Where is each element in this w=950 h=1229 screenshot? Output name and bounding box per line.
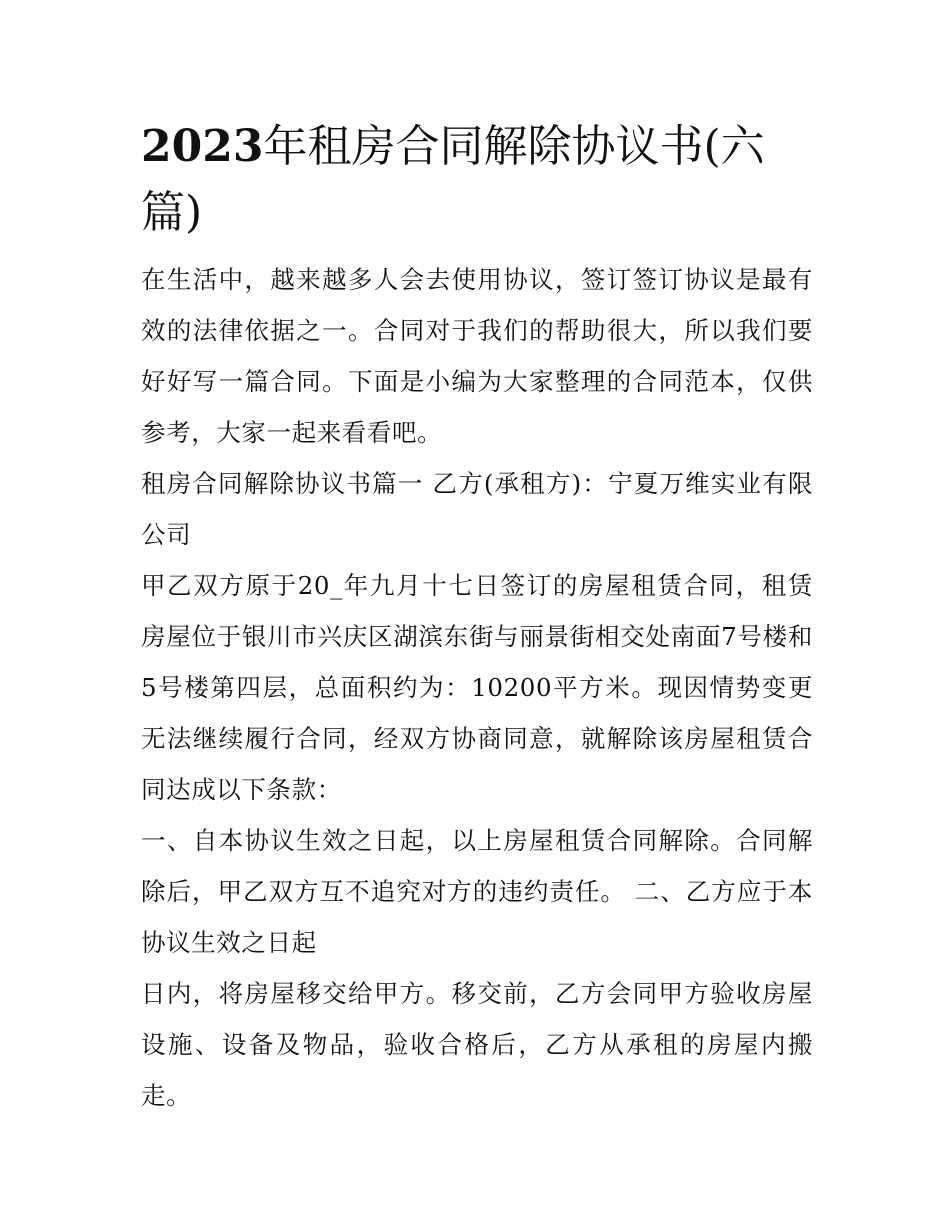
handover-paragraph: 日内，将房屋移交给甲方。移交前，乙方会同甲方验收房屋设施、设备及物品，验收合格后，乙方从承租的房屋内搬走。 [141, 979, 813, 1110]
title-text: 年租房合同解除协议书(六篇) [141, 121, 765, 238]
clause-one-two-paragraph: 一、自本协议生效之日起，以上房屋租赁合同解除。合同解除后，甲乙双方互不追究对方的违约责任。 二、乙方应于本协议生效之日起 [141, 826, 813, 957]
contract-background-paragraph: 甲乙双方原于20_年九月十七日签订的房屋租赁合同，租赁房屋位于银川市兴庆区湖滨东街与丽景街相交处南面7号楼和5号楼第四层，总面积约为：10200平方米。现因情势变更无法继续履行合同，经双方协商同意，就解除该房屋租赁合同达成以下条款： [141, 571, 813, 804]
document-title [141, 114, 813, 246]
title-year: 2023 [141, 121, 264, 172]
document-body [141, 114, 813, 1121]
section-heading-paragraph: 租房合同解除协议书篇一 乙方(承租方)：宁夏万维实业有限公司 [141, 469, 813, 549]
intro-paragraph: 在生活中，越来越多人会去使用协议，签订签订协议是最有效的法律依据之一。合同对于我们的帮助很大，所以我们要好好写一篇合同。下面是小编为大家整理的合同范本，仅供参考，大家一起来看看吧。 [141, 265, 813, 447]
